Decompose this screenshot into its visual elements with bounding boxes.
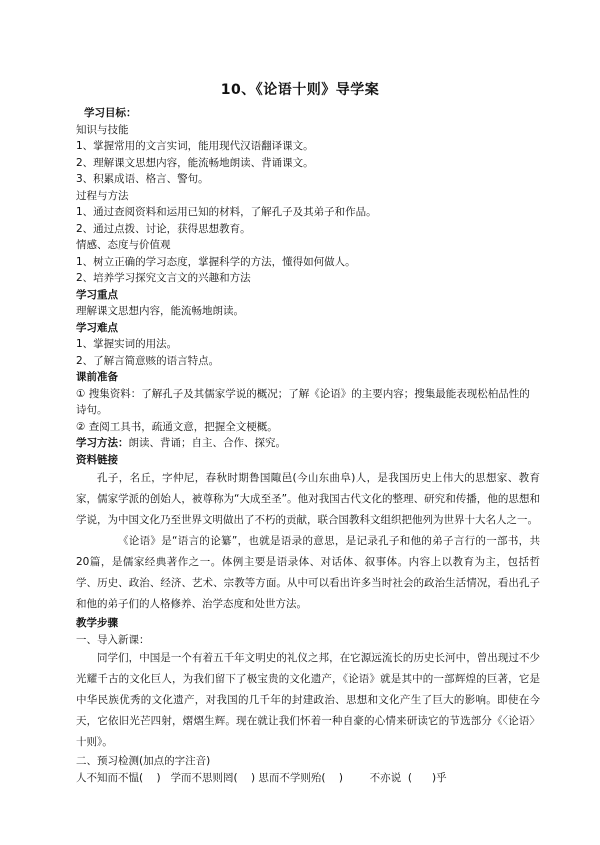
process-item: 2、通过点拨、讨论，获得思想教育。 <box>76 222 251 235</box>
process-item: 1、通过查阅资料和运用已知的材料，了解孔子及其弟子和作品。 <box>76 206 377 218</box>
quiz-line: 人不知而不愠( ) 学而不思则罔( ) 思而不学则殆( ) 不亦说 ( )乎 <box>76 771 447 784</box>
difficulty-item: 1、掌握实词的用法。 <box>76 338 178 350</box>
materials-paragraph-1: 孔子，名丘，字仲尼，春秋时期鲁国陬邑(今山东曲阜)人，是我国历史上伟大的思想家、教育家，儒家学派的创始人，被尊称为“大成至圣”。他对我国古代文化的整理、研究和传播，他的思想和学说，为中国文化乃至世界文明做出了不朽的贡献，联合国教科文组织把他列为世界十大名人之一。 <box>76 472 540 526</box>
process-heading: 过程与方法 <box>76 189 129 202</box>
steps-subheading-2: 二、预习检测(加点的字注音) <box>76 755 211 767</box>
prep-heading: 课前准备 <box>76 371 118 383</box>
prep-item-2: ② 查阅工具书，疏通文意，把握全文梗概。 <box>76 420 278 433</box>
method-text: 朗读、背诵；自主、合作、探究。 <box>128 437 286 449</box>
attitude-item: 1、树立正确的学习态度，掌握科学的方法，懂得如何做人。 <box>76 255 356 268</box>
difficulty-heading: 学习难点 <box>76 321 118 334</box>
page-title: 10、《论语十则》导学案 <box>220 82 380 98</box>
attitude-item: 2、培养学习探究文言文的兴趣和方法 <box>76 272 251 284</box>
materials-heading: 资料链接 <box>76 453 118 466</box>
knowledge-item: 2、理解课文思想内容，能流畅地朗读、背诵课文。 <box>76 156 314 169</box>
difficulty-item: 2、了解言简意赅的语言特点。 <box>76 354 220 367</box>
knowledge-item: 1、掌握常用的文言实词，能用现代汉语翻译课文。 <box>76 140 314 152</box>
knowledge-heading: 知识与技能 <box>76 123 129 136</box>
goals-heading: 学习目标： <box>84 107 137 119</box>
materials-paragraph-2: 《论语》是“语言的论纂”，也就是语录的意思，是记录孔子和他的弟子言行的一部书，共20篇，是儒家经典著作之一。体例主要是语录体、对话体、叙事体。内容上以教育为主，包括哲学、历史、政治、经济、艺术、宗教等方面。从中可以看出许多当时社会的政治生活情况，看出孔子和他的弟子们的人格修养、治学态度和处世方法。 <box>76 535 540 610</box>
steps-subheading-1: 一、导入新课： <box>76 633 150 646</box>
steps-heading: 教学步骤 <box>76 617 118 629</box>
prep-item-1: ① 搜集资料：了解孔子及其儒家学说的概况；了解《论语》的主要内容；搜集最能表现松柏品性的诗句。 <box>76 387 530 416</box>
intro-paragraph: 同学们，中国是一个有着五千年文明史的礼仪之邦，在它源远流长的历史长河中，曾出现过不少光耀千古的文化巨人，为我们留下了极宝贵的文化遗产，《论语》就是其中的一部辉煌的巨著，它是中华民族优秀的文化遗产，对我国的几千年的封建政治、思想和文化产生了巨大的影响。即使在今天，它依旧光芒四射，熠熠生辉。现在就让我们怀着一种自豪的心情来研读它的节选部分《〈论语〉十则》。 <box>76 652 540 748</box>
document-body <box>76 105 540 786</box>
focus-heading: 学习重点 <box>76 288 118 301</box>
method-label: 学习方法： <box>76 437 129 449</box>
method-line <box>76 435 540 452</box>
knowledge-item: 3、积累成语、格言、警句。 <box>76 173 209 185</box>
focus-text: 理解课文思想内容，能流畅地朗读。 <box>76 305 244 317</box>
attitude-heading: 情感、态度与价值观 <box>76 239 171 251</box>
